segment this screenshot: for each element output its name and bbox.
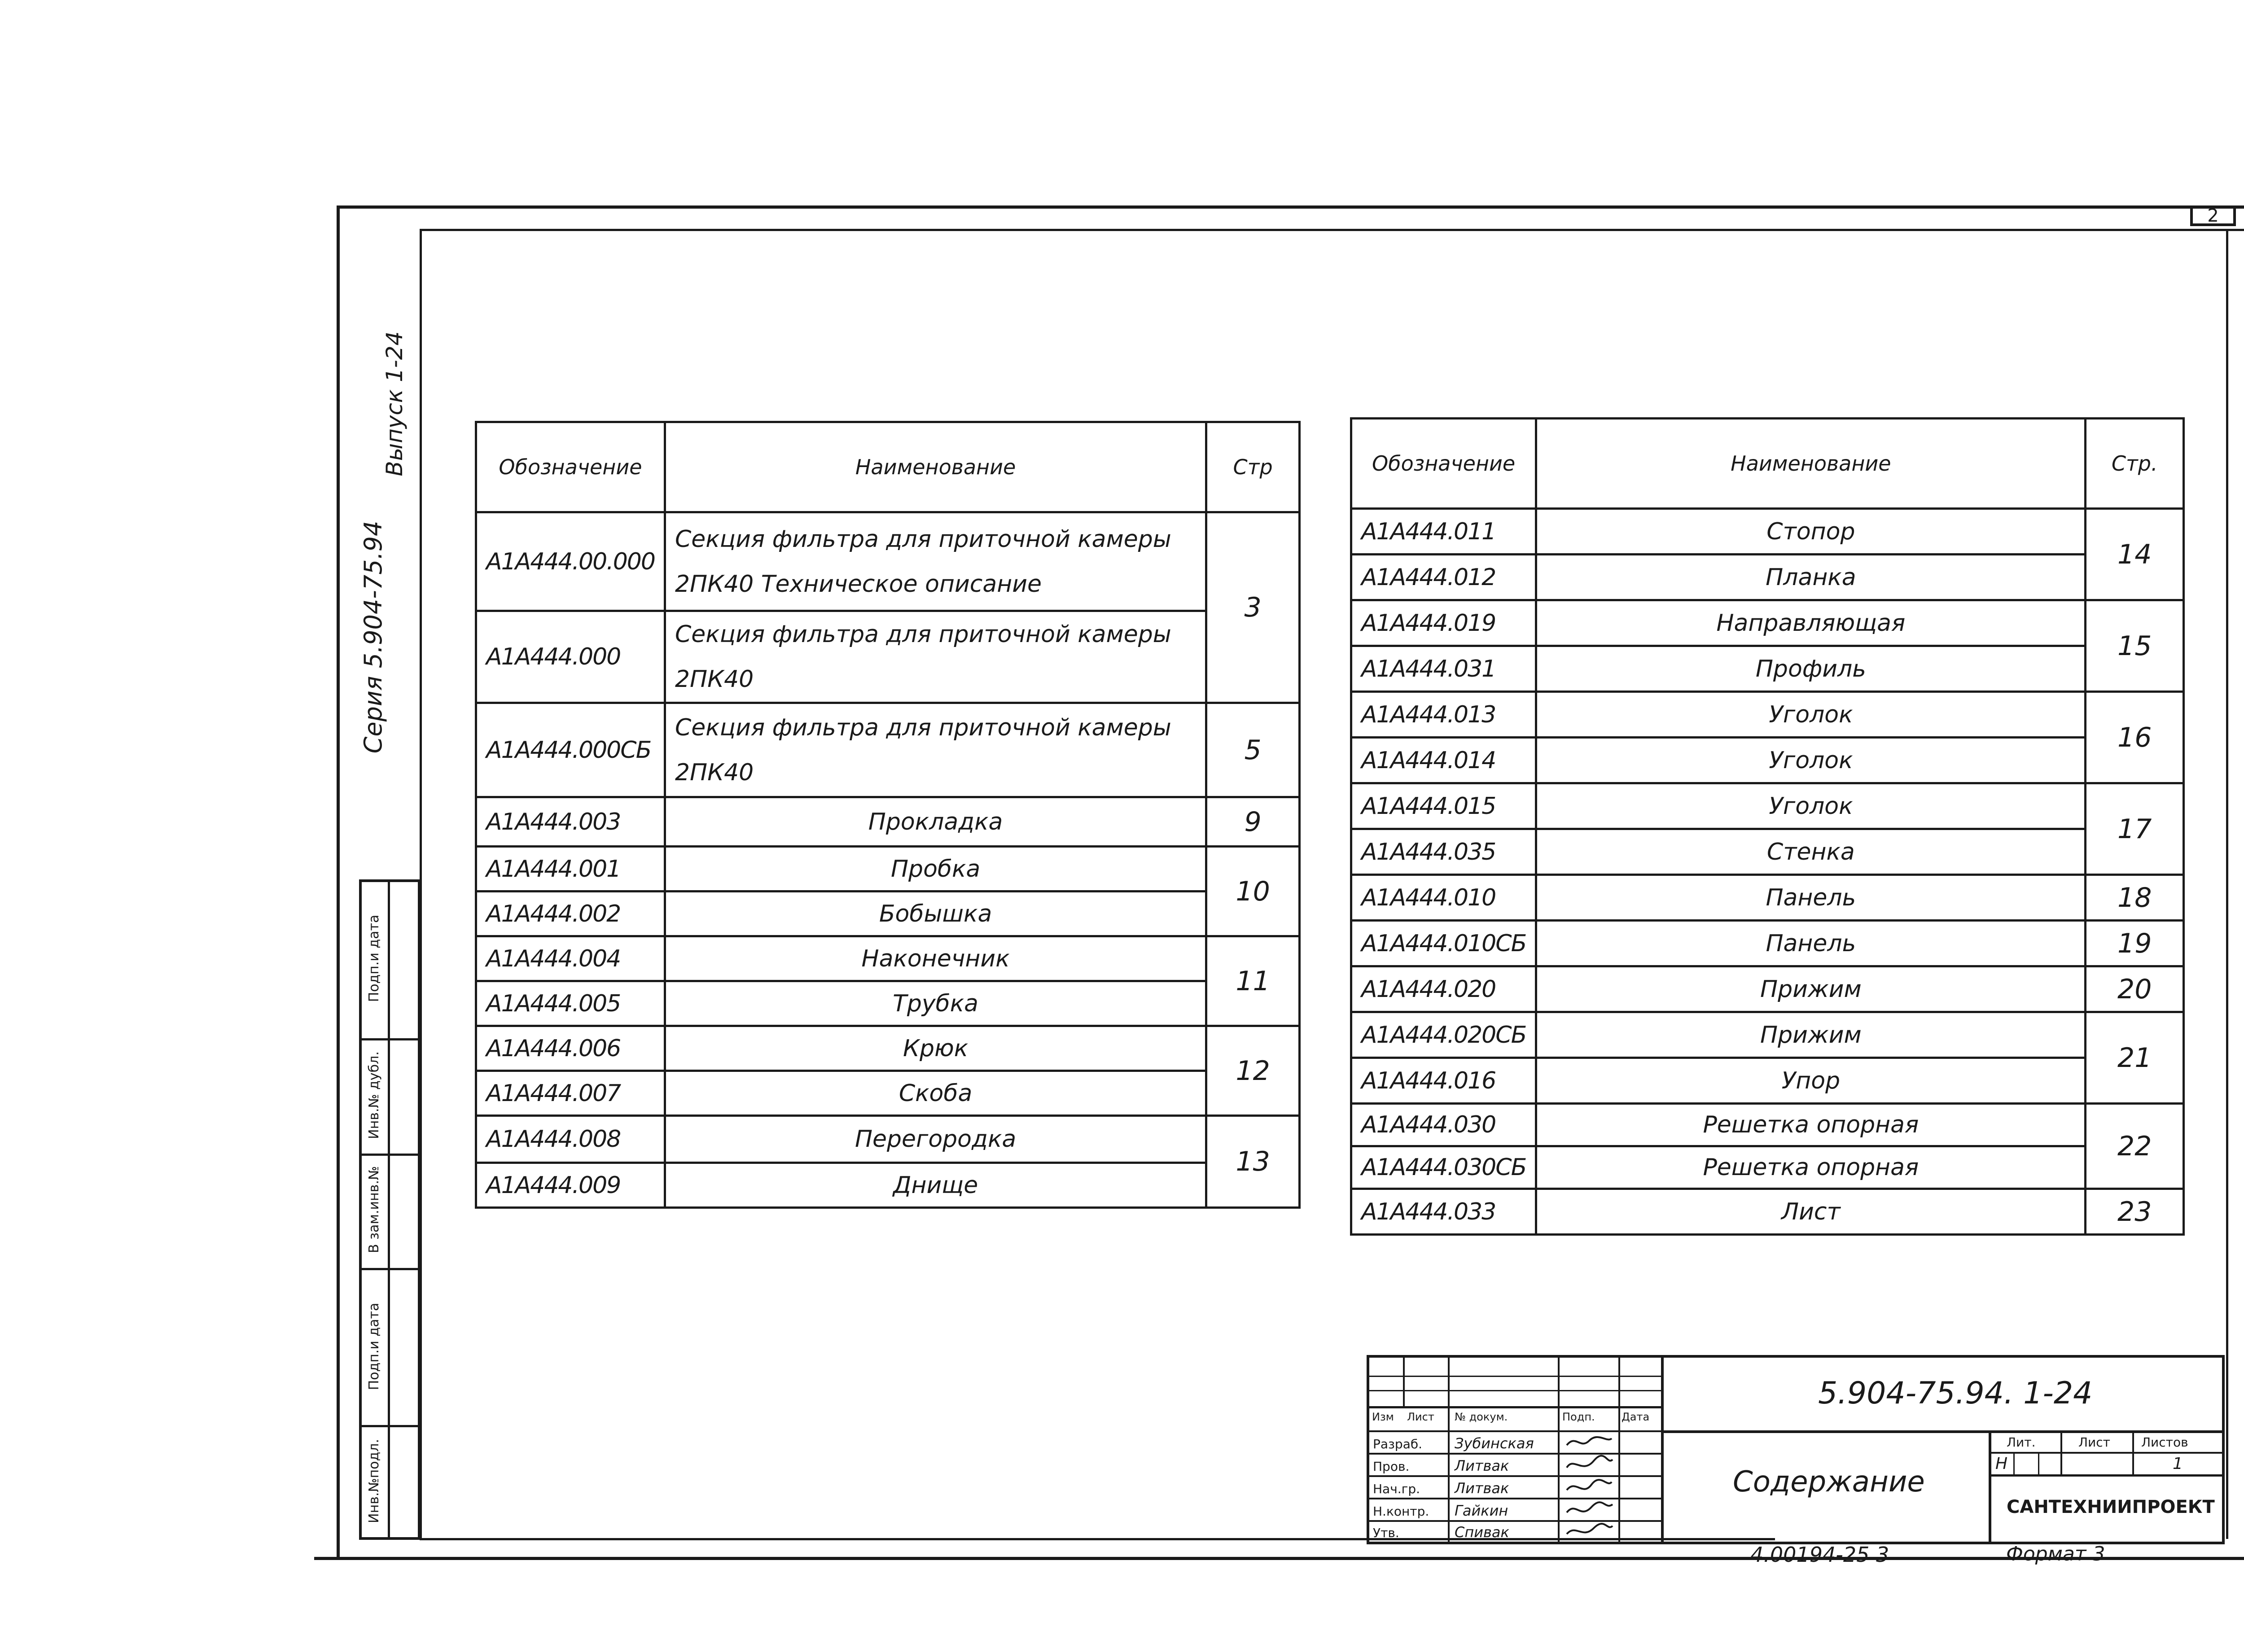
row-name: Панель (1536, 875, 2086, 921)
lit-header: Лит. (2007, 1435, 2036, 1450)
table-row (1351, 1189, 2184, 1235)
row-code: А1А444.00.000 (476, 512, 665, 611)
row-name: Трубка (665, 981, 1206, 1026)
side-label-orig-inv: Инв.№подл. (366, 1439, 382, 1523)
archive-number: 4.00194-25 3 (1750, 1543, 1889, 1567)
row-page: 21 (2086, 1012, 2184, 1104)
tb-vline (1448, 1358, 1450, 1542)
table-row (1351, 555, 2184, 600)
side-label-replace-inv: В зам.инв.№ (366, 1166, 382, 1254)
table-row (476, 1026, 1300, 1071)
row-code: А1А444.014 (1351, 738, 1536, 783)
row-page: 13 (1206, 1116, 1300, 1208)
lit-value: Н (1995, 1455, 2008, 1473)
row-code: А1А444.015 (1351, 783, 1536, 829)
tb-col-date: Дата (1622, 1411, 1650, 1423)
row-page: 9 (1206, 797, 1300, 847)
row-name: Уголок (1536, 783, 2086, 829)
row-name: Стенка (1536, 829, 2086, 875)
row-name: Секция фильтра для приточной камеры 2ПК40 (665, 703, 1206, 797)
tb-vline (1403, 1358, 1405, 1406)
table-row (476, 1163, 1300, 1208)
right-contents-table (1350, 417, 2185, 1236)
tb-vline (1989, 1430, 1991, 1542)
row-name: Наконечник (665, 936, 1206, 981)
row-name: Профиль (1536, 646, 2086, 692)
table-row (1351, 509, 2184, 555)
header-code: Обозначение (1351, 419, 1536, 509)
table-row (476, 981, 1300, 1026)
row-code: А1А444.012 (1351, 555, 1536, 600)
row-page: 22 (2086, 1104, 2184, 1189)
row-page: 20 (2086, 966, 2184, 1012)
series-label: Серия 5.904-75.94 (359, 520, 387, 754)
row-code: А1А444.003 (476, 797, 665, 847)
row-name: Решетка опорная (1536, 1146, 2086, 1189)
tb-role: Пров. (1373, 1459, 1410, 1474)
tb-hline (1661, 1430, 2222, 1433)
row-code: А1А444.004 (476, 936, 665, 981)
left-contents-table (475, 421, 1301, 1209)
row-code: А1А444.033 (1351, 1189, 1536, 1235)
table-row (1351, 875, 2184, 921)
tb-col-sheet: Лист (1407, 1411, 1434, 1423)
tb-person: Гайкин (1455, 1502, 1508, 1519)
row-code: А1А444.019 (1351, 600, 1536, 646)
table-row (1351, 921, 2184, 966)
side-label-dup-inv: Инв.№ дубл. (366, 1051, 382, 1139)
table-row (1351, 966, 2184, 1012)
tb-vline (2132, 1430, 2134, 1475)
tb-person: Литвак (1455, 1457, 1509, 1474)
format-label: Формат 3 (2006, 1543, 2105, 1565)
row-code: А1А444.020 (1351, 966, 1536, 1012)
tb-col-change: Изм (1372, 1411, 1394, 1423)
header-name: Наименование (1536, 419, 2086, 509)
row-page: 23 (2086, 1189, 2184, 1235)
tb-vline (2060, 1430, 2062, 1475)
row-code: А1А444.011 (1351, 509, 1536, 555)
table-row (1351, 783, 2184, 829)
row-code: А1А444.002 (476, 892, 665, 936)
table-row (476, 1071, 1300, 1116)
tb-hline (1369, 1376, 1661, 1377)
row-code: А1А444.008 (476, 1116, 665, 1163)
sheets-header: Листов (2141, 1435, 2188, 1450)
tb-hline (1369, 1390, 1661, 1391)
tb-hline (1369, 1406, 1661, 1408)
tb-person: Литвак (1455, 1480, 1509, 1497)
row-name: Перегородка (665, 1116, 1206, 1163)
row-page: 10 (1206, 847, 1300, 936)
tb-role: Утв. (1373, 1525, 1399, 1540)
row-code: А1А444.035 (1351, 829, 1536, 875)
row-code: А1А444.006 (476, 1026, 665, 1071)
table-row (1351, 1012, 2184, 1058)
tb-vline (1558, 1358, 1560, 1542)
tb-hline (1369, 1498, 1661, 1499)
row-name: Уголок (1536, 738, 2086, 783)
tb-role: Нач.гр. (1373, 1482, 1420, 1496)
table-row (476, 892, 1300, 936)
table-row (1351, 646, 2184, 692)
tb-hline (1989, 1474, 2222, 1477)
row-code: А1А444.007 (476, 1071, 665, 1116)
row-code: А1А444.030 (1351, 1104, 1536, 1146)
signature-marks (1562, 1432, 1616, 1542)
row-code: А1А444.013 (1351, 692, 1536, 738)
row-name: Направляющая (1536, 600, 2086, 646)
document-title: Содержание (1733, 1465, 1925, 1499)
header-name: Наименование (665, 422, 1206, 512)
tb-col-doc: № докум. (1455, 1411, 1508, 1423)
row-code: А1А444.020СБ (1351, 1012, 1536, 1058)
frame-bottom (314, 1557, 2244, 1560)
row-name: Прижим (1536, 966, 2086, 1012)
row-code: А1А444.010 (1351, 875, 1536, 921)
sheet-header: Лист (2078, 1435, 2110, 1450)
table-row (1351, 1146, 2184, 1189)
tb-vline (2038, 1452, 2039, 1475)
table-row (1351, 692, 2184, 738)
row-name: Лист (1536, 1189, 2086, 1235)
row-name: Прижим (1536, 1012, 2086, 1058)
inner-frame-right (2226, 229, 2228, 1539)
row-page: 12 (1206, 1026, 1300, 1116)
tb-hline (1989, 1452, 2222, 1454)
row-code: А1А444.016 (1351, 1058, 1536, 1104)
side-stamp-divider (388, 882, 390, 1537)
issue-label: Выпуск 1-24 (381, 331, 408, 476)
table-row (476, 703, 1300, 797)
row-name: Крюк (665, 1026, 1206, 1071)
tb-hline (1369, 1453, 1661, 1455)
frame-top-left (337, 205, 422, 209)
tb-role: Н.контр. (1373, 1504, 1429, 1519)
tb-person: Зубинская (1455, 1435, 1534, 1452)
row-name: Секция фильтра для приточной камеры 2ПК40 Техническое описание (665, 512, 1206, 611)
side-stamp (359, 879, 421, 1540)
row-page: 19 (2086, 921, 2184, 966)
tb-role: Разраб. (1373, 1437, 1423, 1451)
tb-hline (1369, 1430, 1661, 1432)
row-name: Скоба (665, 1071, 1206, 1116)
row-code: А1А444.000СБ (476, 703, 665, 797)
row-page: 18 (2086, 875, 2184, 921)
table-row (1351, 1104, 2184, 1146)
table-row (1351, 600, 2184, 646)
row-name: Уголок (1536, 692, 2086, 738)
table-header-row (476, 422, 1300, 512)
row-name: Стопор (1536, 509, 2086, 555)
row-page: 16 (2086, 692, 2184, 783)
title-block (1367, 1355, 2225, 1544)
sheet-number: 2 (2190, 205, 2236, 226)
frame-left (337, 205, 340, 1557)
row-name: Секция фильтра для приточной камеры 2ПК40 (665, 611, 1206, 703)
table-row (476, 847, 1300, 892)
tb-person: Спивак (1455, 1524, 1509, 1541)
organization: САНТЕХНИИПРОЕКТ (2007, 1497, 2215, 1517)
tb-vline (2013, 1452, 2015, 1475)
row-name: Пробка (665, 847, 1206, 892)
inner-frame-top (420, 229, 2244, 231)
row-name: Планка (1536, 555, 2086, 600)
table-row (476, 936, 1300, 981)
document-code: 5.904-75.94. 1-24 (1818, 1376, 2093, 1411)
table-header-row (1351, 419, 2184, 509)
row-name: Бобышка (665, 892, 1206, 936)
row-page: 14 (2086, 509, 2184, 600)
row-code: А1А444.031 (1351, 646, 1536, 692)
table-row (1351, 829, 2184, 875)
row-code: А1А444.001 (476, 847, 665, 892)
row-page: 3 (1206, 512, 1300, 703)
header-code: Обозначение (476, 422, 665, 512)
table-row (476, 797, 1300, 847)
table-row (1351, 738, 2184, 783)
row-page: 17 (2086, 783, 2184, 875)
side-label-sign-date-2: Подп.и дата (366, 1302, 382, 1390)
row-name: Днище (665, 1163, 1206, 1208)
tb-hline (1369, 1520, 1661, 1522)
row-code: А1А444.010СБ (1351, 921, 1536, 966)
row-code: А1А444.005 (476, 981, 665, 1026)
row-name: Решетка опорная (1536, 1104, 2086, 1146)
frame-top (337, 205, 2244, 209)
tb-col-sign: Подп. (1562, 1411, 1595, 1423)
row-code: А1А444.000 (476, 611, 665, 703)
tb-vline (1661, 1358, 1664, 1542)
table-row (476, 1116, 1300, 1163)
row-name: Прокладка (665, 797, 1206, 847)
row-page: 11 (1206, 936, 1300, 1026)
sheets-value: 1 (2173, 1455, 2183, 1473)
table-row (476, 611, 1300, 703)
row-code: А1А444.009 (476, 1163, 665, 1208)
row-code: А1А444.030СБ (1351, 1146, 1536, 1189)
row-name: Упор (1536, 1058, 2086, 1104)
tb-vline (1618, 1358, 1620, 1542)
row-page: 15 (2086, 600, 2184, 692)
side-label-sign-date: Подп.и дата (366, 914, 382, 1002)
table-row (1351, 1058, 2184, 1104)
table-row (476, 512, 1300, 611)
row-name: Панель (1536, 921, 2086, 966)
header-page: Стр (1206, 422, 1300, 512)
header-page: Стр. (2086, 419, 2184, 509)
tb-hline (1369, 1475, 1661, 1477)
row-page: 5 (1206, 703, 1300, 797)
